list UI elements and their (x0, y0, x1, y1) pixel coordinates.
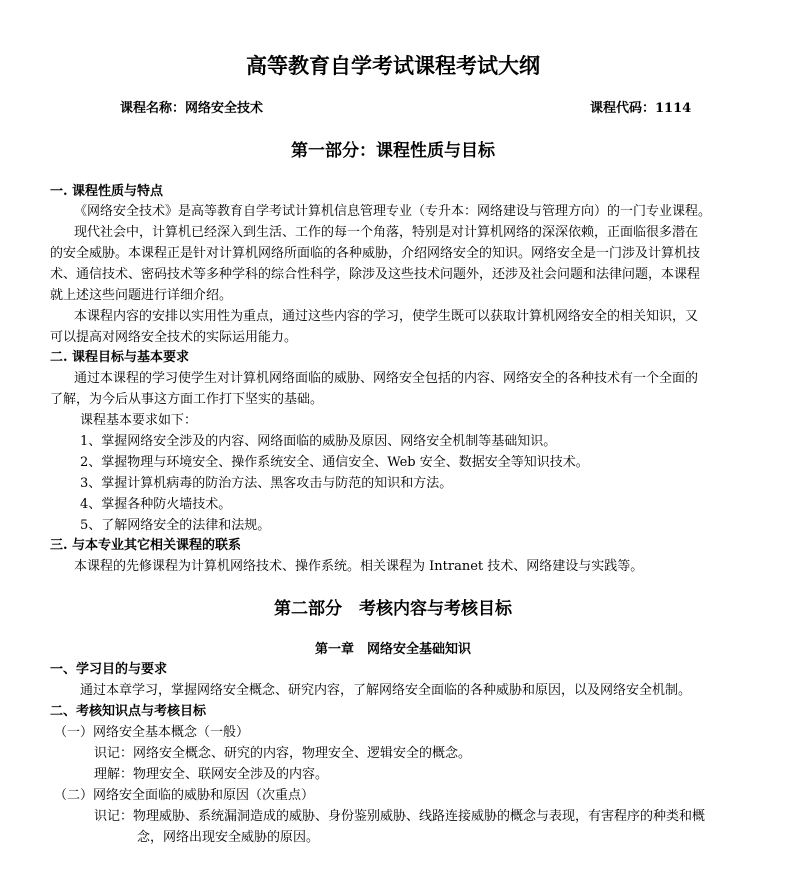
paragraph-line: 通过本课程的学习使学生对计算机网络面临的威胁、网络安全包括的内容、网络安全的各种技术有一个全面的 (74, 371, 699, 386)
paragraph-line: 可以提高对网络安全技术的实际运用能力。 (50, 330, 298, 345)
paragraph-line: 通过本章学习，掌握网络安全概念、研究内容，了解网络安全面临的各种威胁和原因，以及网络安全机制。 (80, 683, 692, 698)
paragraph-line: 术、通信技术、密码技术等多种学科的综合性科学，除涉及这些技术问题外，还涉及社会问题和法律问题，本课程 (50, 267, 701, 282)
section-heading: 二. 课程目标与基本要求 (50, 350, 190, 365)
paragraph-line: 现代社会中，计算机已经深入到生活、工作的每一个角落，特别是对计算机网络的深深依赖，正面临很多潜在 (74, 225, 699, 240)
subsection-heading: （二）网络安全面临的威胁和原因（次重点） (54, 788, 315, 803)
paragraph-line: 识记：物理威胁、系统漏洞造成的威胁、身份鉴别威胁、线路连接威胁的概念与表现，有害程序的种类和概 (94, 809, 706, 824)
paragraph-line: 就上述这些问题进行详细介绍。 (50, 288, 233, 303)
paragraph-line: 理解：物理安全、联网安全涉及的内容。 (94, 767, 329, 782)
section-heading: 一、学习目的与要求 (50, 662, 168, 677)
paragraph-line: 识记：网络安全概念、研究的内容，物理安全、逻辑安全的概念。 (94, 746, 472, 761)
part2-title: 第二部分 考核内容与考核目标 (274, 599, 512, 619)
paragraph-line: 课程基本要求如下： (80, 413, 198, 428)
chapter-title: 第一章 网络安全基础知识 (314, 642, 471, 657)
list-item: 1、掌握网络安全涉及的内容、网络面临的威胁及原因、网络安全机制等基础知识。 (80, 434, 557, 449)
doc-title: 高等教育自学考试课程考试大纲 (246, 54, 540, 78)
subsection-heading: （一）网络安全基本概念（一般） (54, 725, 250, 740)
paragraph-line: 本课程的先修课程为计算机网络技术、操作系统。相关课程为 Intranet 技术、网络建设与实践等。 (74, 559, 644, 574)
section-heading: 一. 课程性质与特点 (50, 184, 164, 199)
section-heading: 三. 与本专业其它相关课程的联系 (50, 538, 242, 553)
course-name: 课程名称：网络安全技术 (120, 101, 264, 116)
course-code: 课程代码：1114 (590, 101, 692, 116)
paragraph-line: 的安全威胁。本课程正是针对计算机网络所面临的各种威胁，介绍网络安全的知识。网络安全是一门涉及计算机技 (50, 246, 701, 261)
list-item: 3、掌握计算机病毒的防治方法、黑客攻击与防范的知识和方法。 (80, 476, 453, 491)
paragraph-line: 本课程内容的安排以实用性为重点，通过这些内容的学习，使学生既可以获取计算机网络安全的相关知识，又 (74, 309, 699, 324)
paragraph-line: 《网络安全技术》是高等教育自学考试计算机信息管理专业（专升本：网络建设与管理方向）的一门专业课程。 (74, 204, 712, 219)
section-heading: 二、考核知识点与考核目标 (50, 704, 207, 719)
paragraph-line: 了解，为今后从事这方面工作打下坚实的基础。 (50, 392, 324, 407)
list-item: 5、了解网络安全的法律和法规。 (80, 518, 271, 533)
list-item: 2、掌握物理与环境安全、操作系统安全、通信安全、Web 安全、数据安全等知识技术。 (80, 455, 589, 470)
list-item: 4、掌握各种防火墙技术。 (80, 497, 232, 512)
part1-title: 第一部分：课程性质与目标 (291, 141, 495, 161)
paragraph-line: 念，网络出现安全威胁的原因。 (137, 830, 320, 845)
